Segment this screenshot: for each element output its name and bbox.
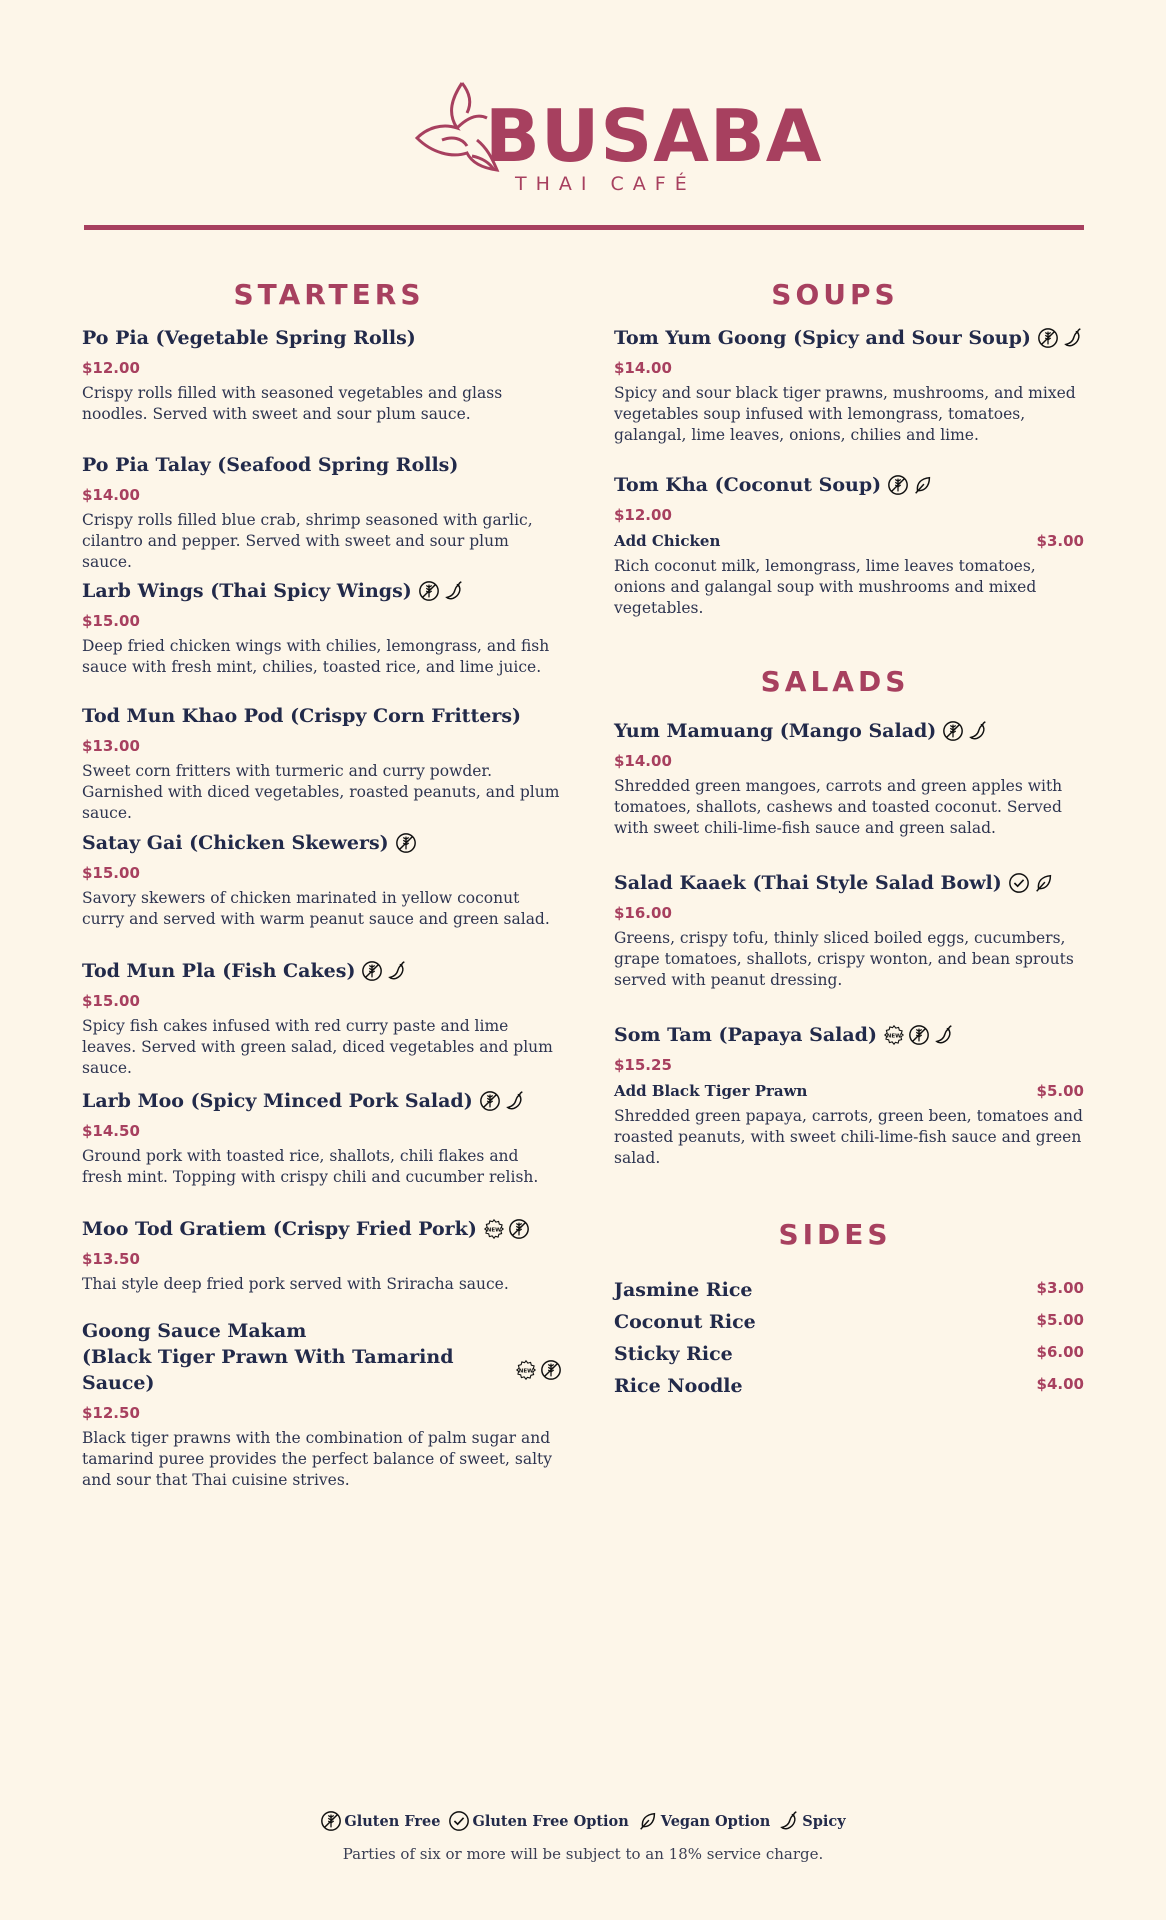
spicy-icon bbox=[504, 1090, 526, 1112]
spicy-icon bbox=[967, 720, 989, 742]
item-name-text: Larb Wings (Thai Spicy Wings) bbox=[82, 580, 412, 602]
item-icons bbox=[887, 474, 934, 496]
menu-item bbox=[82, 452, 562, 573]
gluten-free-icon bbox=[361, 960, 383, 982]
item-name-text: Po Pia Talay (Seafood Spring Rolls) bbox=[82, 454, 459, 476]
item-icons bbox=[418, 580, 465, 602]
brand-tagline: THAI CAFÉ bbox=[515, 173, 696, 195]
item-price: $13.50 bbox=[82, 1250, 140, 1268]
menu-item bbox=[614, 870, 1084, 991]
side-item bbox=[614, 1343, 1084, 1365]
spicy-icon bbox=[778, 1810, 800, 1832]
side-name: Sticky Rice bbox=[614, 1343, 733, 1365]
item-icons bbox=[479, 1090, 526, 1112]
addon-label: Add Chicken bbox=[614, 532, 721, 550]
gluten-free-icon bbox=[395, 832, 417, 854]
menu-item bbox=[82, 830, 562, 930]
menu-item bbox=[82, 1318, 562, 1491]
gluten-free-icon bbox=[508, 1218, 530, 1240]
item-icons bbox=[515, 1359, 562, 1381]
item-name-text: Tom Kha (Coconut Soup) bbox=[614, 474, 882, 496]
item-price: $12.50 bbox=[82, 1404, 140, 1422]
side-item bbox=[614, 1311, 1084, 1333]
item-price: $12.00 bbox=[614, 506, 672, 524]
item-name bbox=[82, 830, 562, 856]
vegan-option-icon bbox=[912, 474, 934, 496]
gluten-free-icon bbox=[320, 1810, 342, 1832]
item-name-text: Yum Mamuang (Mango Salad) bbox=[614, 720, 937, 742]
legend-item bbox=[320, 1810, 440, 1832]
addon-label: Add Black Tiger Prawn bbox=[614, 1082, 808, 1100]
menu-item bbox=[82, 1088, 562, 1188]
item-description: Greens, crispy tofu, thinly sliced boiled eggs, cucumbers, grape tomatoes, shallots, crispy wonton, and bean sprouts served with peanut dressing. bbox=[614, 929, 1074, 989]
item-price: $15.25 bbox=[614, 1056, 672, 1074]
spicy-icon bbox=[933, 1024, 955, 1046]
side-price: $5.00 bbox=[1036, 1311, 1084, 1329]
header-divider bbox=[84, 225, 1084, 230]
item-price: $14.00 bbox=[614, 359, 672, 377]
menu-item bbox=[82, 1216, 562, 1295]
item-name bbox=[614, 718, 1084, 744]
side-price: $6.00 bbox=[1036, 1343, 1084, 1361]
item-price: $15.00 bbox=[82, 864, 140, 882]
item-price: $14.00 bbox=[614, 752, 672, 770]
addon-price: $3.00 bbox=[1036, 532, 1084, 550]
item-name-text: Tom Yum Goong (Spicy and Sour Soup) bbox=[614, 327, 1031, 349]
gluten-free-option-icon bbox=[1008, 872, 1030, 894]
item-description: Deep fried chicken wings with chilies, lemongrass, and fish sauce with fresh mint, chilies, toasted rice, and lime juice. bbox=[82, 637, 550, 676]
item-icons bbox=[395, 832, 417, 854]
item-name-text: Satay Gai (Chicken Skewers) bbox=[82, 832, 389, 854]
item-name bbox=[82, 1088, 562, 1114]
legend-label: Spicy bbox=[802, 1812, 846, 1830]
item-price: $15.00 bbox=[82, 992, 140, 1010]
menu-item bbox=[82, 703, 562, 824]
legend-label: Gluten Free bbox=[344, 1812, 441, 1830]
side-item bbox=[614, 1279, 1084, 1301]
gluten-free-icon bbox=[479, 1090, 501, 1112]
item-description: Ground pork with toasted rice, shallots, chili flakes and fresh mint. Topping with crispy chili and cucumber relish. bbox=[82, 1147, 539, 1186]
section-title-starters: STARTERS bbox=[233, 278, 425, 311]
item-name bbox=[614, 472, 1084, 498]
item-description: Spicy fish cakes infused with red curry paste and lime leaves. Served with green salad, diced vegetables and plum sauce. bbox=[82, 1017, 553, 1077]
item-name-text: Tod Mun Pla (Fish Cakes) bbox=[82, 960, 356, 982]
item-description: Sweet corn fritters with turmeric and curry powder. Garnished with diced vegetables, roasted peanuts, and plum sauce. bbox=[82, 762, 560, 822]
menu-item bbox=[82, 958, 562, 1079]
item-name bbox=[82, 703, 562, 729]
item-price: $13.00 bbox=[82, 737, 140, 755]
brand-name: BUSABA bbox=[485, 94, 823, 178]
spicy-icon bbox=[443, 580, 465, 602]
item-icons bbox=[483, 1218, 530, 1240]
legend-label: Gluten Free Option bbox=[472, 1812, 629, 1830]
item-icons bbox=[1037, 327, 1084, 349]
item-description: Shredded green papaya, carrots, green been, tomatoes and roasted peanuts, with sweet chili-lime-fish sauce and green salad. bbox=[614, 1107, 1083, 1167]
legend-item bbox=[637, 1810, 770, 1832]
service-charge-note: Parties of six or more will be subject to an 18% service charge. bbox=[342, 1845, 824, 1863]
menu-item bbox=[614, 1022, 1084, 1169]
item-name-text: Tod Mun Khao Pod (Crispy Corn Fritters) bbox=[82, 705, 522, 727]
item-description: Thai style deep fried pork served with Sriracha sauce. bbox=[82, 1275, 509, 1293]
side-price: $3.00 bbox=[1036, 1279, 1084, 1297]
item-description: Black tiger prawns with the combination of palm sugar and tamarind puree provides the perfect balance of sweet, salty and sour that Thai cuisine strives. bbox=[82, 1429, 553, 1489]
item-icons bbox=[942, 720, 989, 742]
side-price: $4.00 bbox=[1036, 1375, 1084, 1393]
vegan-option-icon bbox=[1033, 872, 1055, 894]
item-name bbox=[614, 325, 1084, 351]
gluten-free-icon bbox=[540, 1359, 562, 1381]
gluten-free-icon bbox=[887, 474, 909, 496]
svg-text:NEW: NEW bbox=[886, 1033, 902, 1040]
item-icons bbox=[1008, 872, 1055, 894]
gluten-free-option-icon bbox=[448, 1810, 470, 1832]
section-title-sides: SIDES bbox=[778, 1218, 892, 1251]
legend-label: Vegan Option bbox=[660, 1812, 771, 1830]
item-name-text: Goong Sauce Makam bbox=[82, 1320, 307, 1342]
side-name: Coconut Rice bbox=[614, 1311, 756, 1333]
gluten-free-icon bbox=[1037, 327, 1059, 349]
item-icons bbox=[361, 960, 408, 982]
menu-item bbox=[614, 718, 1084, 839]
new-icon bbox=[483, 1218, 505, 1240]
side-name: Rice Noodle bbox=[614, 1375, 743, 1397]
item-description: Crispy rolls filled with seasoned vegetables and glass noodles. Served with sweet and sour plum sauce. bbox=[82, 384, 503, 423]
menu-item bbox=[614, 325, 1084, 446]
svg-text:NEW: NEW bbox=[486, 1227, 502, 1234]
item-name bbox=[614, 870, 1084, 896]
svg-text:NEW: NEW bbox=[518, 1368, 534, 1375]
side-name: Jasmine Rice bbox=[614, 1279, 753, 1301]
item-name-text: Som Tam (Papaya Salad) bbox=[614, 1024, 877, 1046]
item-name-text: Po Pia (Vegetable Spring Rolls) bbox=[82, 327, 416, 349]
dietary-legend bbox=[0, 1810, 1166, 1832]
item-description: Savory skewers of chicken marinated in yellow coconut curry and served with warm peanut sauce and green salad. bbox=[82, 889, 550, 928]
item-price: $15.00 bbox=[82, 612, 140, 630]
addon-price: $5.00 bbox=[1036, 1082, 1084, 1100]
vegan-option-icon bbox=[637, 1810, 659, 1832]
item-name-text: Larb Moo (Spicy Minced Pork Salad) bbox=[82, 1090, 473, 1112]
item-description: Rich coconut milk, lemongrass, lime leaves tomatoes, onions and galangal soup with mushrooms and mixed vegetables. bbox=[614, 557, 1037, 617]
new-icon bbox=[883, 1024, 905, 1046]
gluten-free-icon bbox=[418, 580, 440, 602]
item-name-text: Salad Kaaek (Thai Style Salad Bowl) bbox=[614, 872, 1002, 894]
new-icon bbox=[515, 1359, 537, 1381]
item-name-text-2: (Black Tiger Prawn With Tamarind Sauce) bbox=[82, 1346, 454, 1394]
spicy-icon bbox=[386, 960, 408, 982]
spicy-icon bbox=[1062, 327, 1084, 349]
item-name bbox=[82, 452, 562, 478]
item-description: Crispy rolls filled blue crab, shrimp seasoned with garlic, cilantro and pepper. Served with sweet and sour plum sauce. bbox=[82, 511, 533, 571]
menu-item bbox=[82, 578, 562, 678]
item-price: $14.00 bbox=[82, 486, 140, 504]
item-description: Spicy and sour black tiger prawns, mushrooms, and mixed vegetables soup infused with lemongrass, tomatoes, galangal, lime leaves, onions, chilies and lime. bbox=[614, 384, 1076, 444]
gluten-free-icon bbox=[942, 720, 964, 742]
side-item bbox=[614, 1375, 1084, 1397]
item-name bbox=[82, 958, 562, 984]
legend-item bbox=[448, 1810, 628, 1832]
item-price: $14.50 bbox=[82, 1122, 140, 1140]
item-name bbox=[82, 1216, 562, 1242]
item-name bbox=[82, 1318, 562, 1344]
item-name bbox=[614, 1022, 1084, 1048]
section-title-salads: SALADS bbox=[760, 665, 910, 698]
item-price: $12.00 bbox=[82, 359, 140, 377]
menu-item bbox=[614, 472, 1084, 619]
item-icons bbox=[883, 1024, 955, 1046]
item-name-text: Moo Tod Gratiem (Crispy Fried Pork) bbox=[82, 1218, 477, 1240]
item-name bbox=[82, 325, 562, 351]
item-name-line2 bbox=[82, 1344, 562, 1396]
item-name bbox=[82, 578, 562, 604]
item-price: $16.00 bbox=[614, 904, 672, 922]
item-addon bbox=[614, 1082, 1084, 1100]
logo bbox=[0, 78, 1166, 198]
item-addon bbox=[614, 532, 1084, 550]
section-title-soups: SOUPS bbox=[771, 278, 899, 311]
legend-item bbox=[778, 1810, 845, 1832]
item-description: Shredded green mangoes, carrots and green apples with tomatoes, shallots, cashews and toasted coconut. Served with sweet chili-lime-fish sauce and green salad. bbox=[614, 777, 1063, 837]
menu-item bbox=[82, 325, 562, 425]
gluten-free-icon bbox=[908, 1024, 930, 1046]
